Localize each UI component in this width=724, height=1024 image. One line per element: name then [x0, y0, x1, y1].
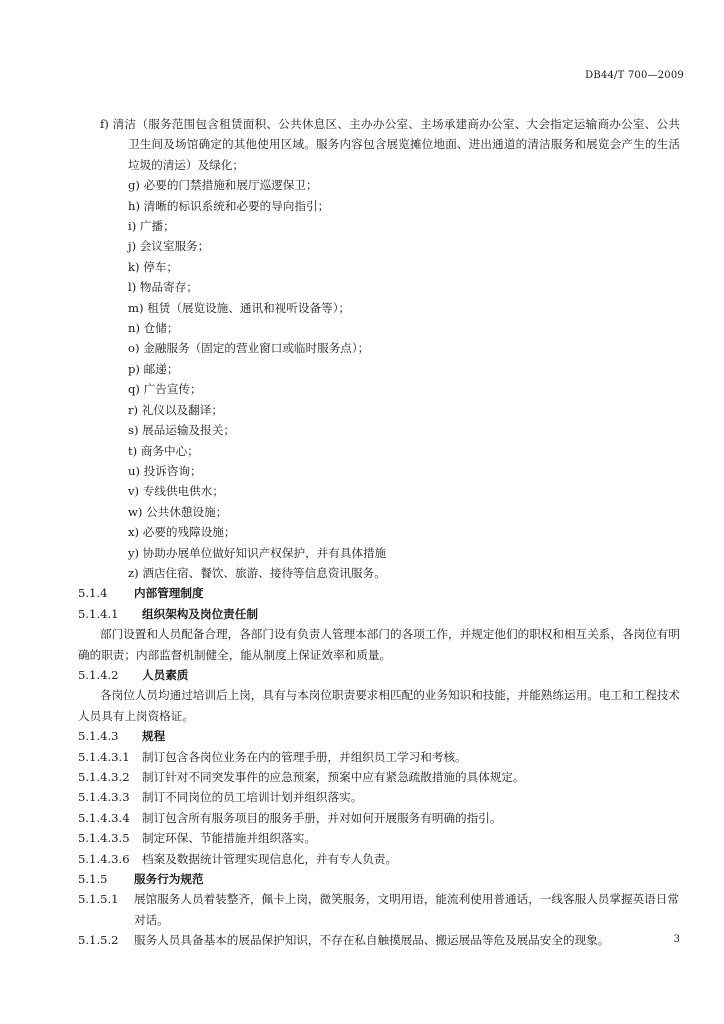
list-item-i: i) 广播； [128, 219, 175, 234]
clause-text: 制订针对不同突发事件的应急预案，预案中应有紧急疏散措施的具体规定。 [142, 770, 525, 784]
section-title: 人员素质 [142, 667, 189, 682]
clause-text: 服务人员具备基本的展品保护知识，不存在私自触摸展品、搬运展品等危及展品安全的现象。 [134, 933, 610, 948]
list-item-p: p) 邮递； [128, 361, 179, 376]
page-number: 3 [673, 934, 680, 945]
section-title: 规程 [142, 729, 166, 744]
document-body [78, 114, 680, 951]
list-item-o: o) 金融服务（固定的营业窗口或临时服务点）； [128, 341, 370, 356]
clause-number: 5.1.4.3.4 [78, 810, 130, 825]
clause-text: 制订不同岗位的员工培训计划并组织落实。 [142, 790, 363, 805]
clause-number: 5.1.4.3.1 [78, 749, 130, 764]
list-item-l: l) 物品寄存； [128, 280, 198, 295]
section-number: 5.1.5 [78, 872, 108, 887]
clause-5-1-4-3-4 [78, 808, 680, 828]
list-item-h: h) 清晰的标识系统和必要的导向指引； [128, 198, 330, 213]
list-item-z: z) 酒店住宿、餐饮、旅游、接待等信息资讯服务。 [128, 565, 386, 580]
list-item-g: g) 必要的门禁措施和展厅巡逻保卫； [128, 178, 318, 193]
clause-5-1-4-3-5 [78, 828, 680, 848]
clause-number: 5.1.4.3.2 [78, 770, 130, 784]
list-item-s: s) 展品运输及报关； [128, 423, 235, 438]
list-item-u: u) 投诉咨询； [128, 463, 202, 478]
clause-number: 5.1.5.2 [78, 933, 119, 948]
list-item-f: f) 清洁（服务范围包含租赁面积、公共休息区、主办办公室、主场承建商办公室、大会指定运输商办公室、公共卫生间及场馆确定的其他使用区域。服务内容包含展览摊位地面、进出通道的清洁服务和展览会产生的生活垃圾的清运）及绿化； [100, 117, 680, 172]
clause-number: 5.1.4.3.3 [78, 790, 130, 805]
list-item-y: y) 协助办展单位做好知识产权保护，并有具体措施 [128, 545, 387, 560]
clause-5-1-4-3-6 [78, 849, 680, 869]
clause-number: 5.1.5.1 [78, 892, 119, 907]
section-title: 服务行为规范 [134, 872, 204, 887]
section-number: 5.1.4.1 [78, 606, 119, 621]
section-heading-5-1-4-2 [78, 665, 680, 685]
list-item-j: j) 会议室服务； [128, 239, 210, 254]
clause-text: 制订包含所有服务项目的服务手册，并对如何开展服务有明确的指引。 [142, 810, 502, 825]
clause-text: 制订包含各岗位业务在内的管理手册，并组织员工学习和考核。 [142, 749, 467, 764]
section-title: 组织架构及岗位责任制 [142, 606, 258, 621]
section-number: 5.1.4 [78, 586, 108, 601]
list-item-q: q) 广告宣传； [128, 382, 202, 397]
clause-text: 档案及数据统计管理实现信息化，并有专人负责。 [142, 851, 398, 866]
clause-5-1-5-2 [78, 930, 680, 950]
section-heading-5-1-4-1 [78, 604, 680, 624]
list-item-x: x) 必要的残障设施； [128, 525, 236, 540]
paragraph-5-1-4-1: 部门设置和人员配备合理，各部门设有负责人管理本部门的各项工作，并规定他们的职权和相互关系，各岗位有明确的职责；内部监督机制健全，能从制度上保证效率和质量。 [78, 627, 680, 662]
section-heading-5-1-5 [78, 869, 680, 889]
document-code: DB44/T 700—2009 [585, 70, 684, 81]
list-item-r: r) 礼仪以及翻译； [128, 402, 223, 417]
section-heading-5-1-4-3 [78, 726, 680, 746]
clause-number: 5.1.4.3.5 [78, 831, 130, 846]
section-title: 内部管理制度 [134, 586, 204, 601]
clause-5-1-4-3-3 [78, 787, 680, 807]
section-number: 5.1.4.2 [78, 667, 119, 682]
clause-5-1-4-3-2 [78, 767, 680, 787]
list-item-t: t) 商务中心； [128, 443, 199, 458]
list-item-v: v) 专线供电供水； [128, 484, 224, 499]
clause-number: 5.1.4.3.6 [78, 851, 130, 866]
clause-5-1-5-1 [78, 889, 680, 930]
clause-text: 制定环保、节能措施并组织落实。 [142, 831, 316, 846]
clause-5-1-4-3-1 [78, 747, 680, 767]
clause-text: 展馆服务人员着装整齐，佩卡上岗，微笑服务，文明用语，能流利使用普通话，一线客服人员掌握英语日常对话。 [134, 892, 679, 927]
paragraph-5-1-4-2: 各岗位人员均通过培训后上岗，具有与本岗位职责要求相匹配的业务知识和技能，并能熟练运用。电工和工程技术人员具有上岗资格证。 [78, 688, 680, 723]
list-item-k: k) 停车； [128, 259, 179, 274]
list-item-n: n) 仓储； [128, 321, 179, 336]
list-item-w: w) 公共休憩设施； [128, 504, 228, 519]
section-number: 5.1.4.3 [78, 729, 119, 744]
section-heading-5-1-4 [78, 583, 680, 603]
list-item-m: m) 租赁（展览设施、通讯和视听设备等）； [128, 300, 351, 315]
